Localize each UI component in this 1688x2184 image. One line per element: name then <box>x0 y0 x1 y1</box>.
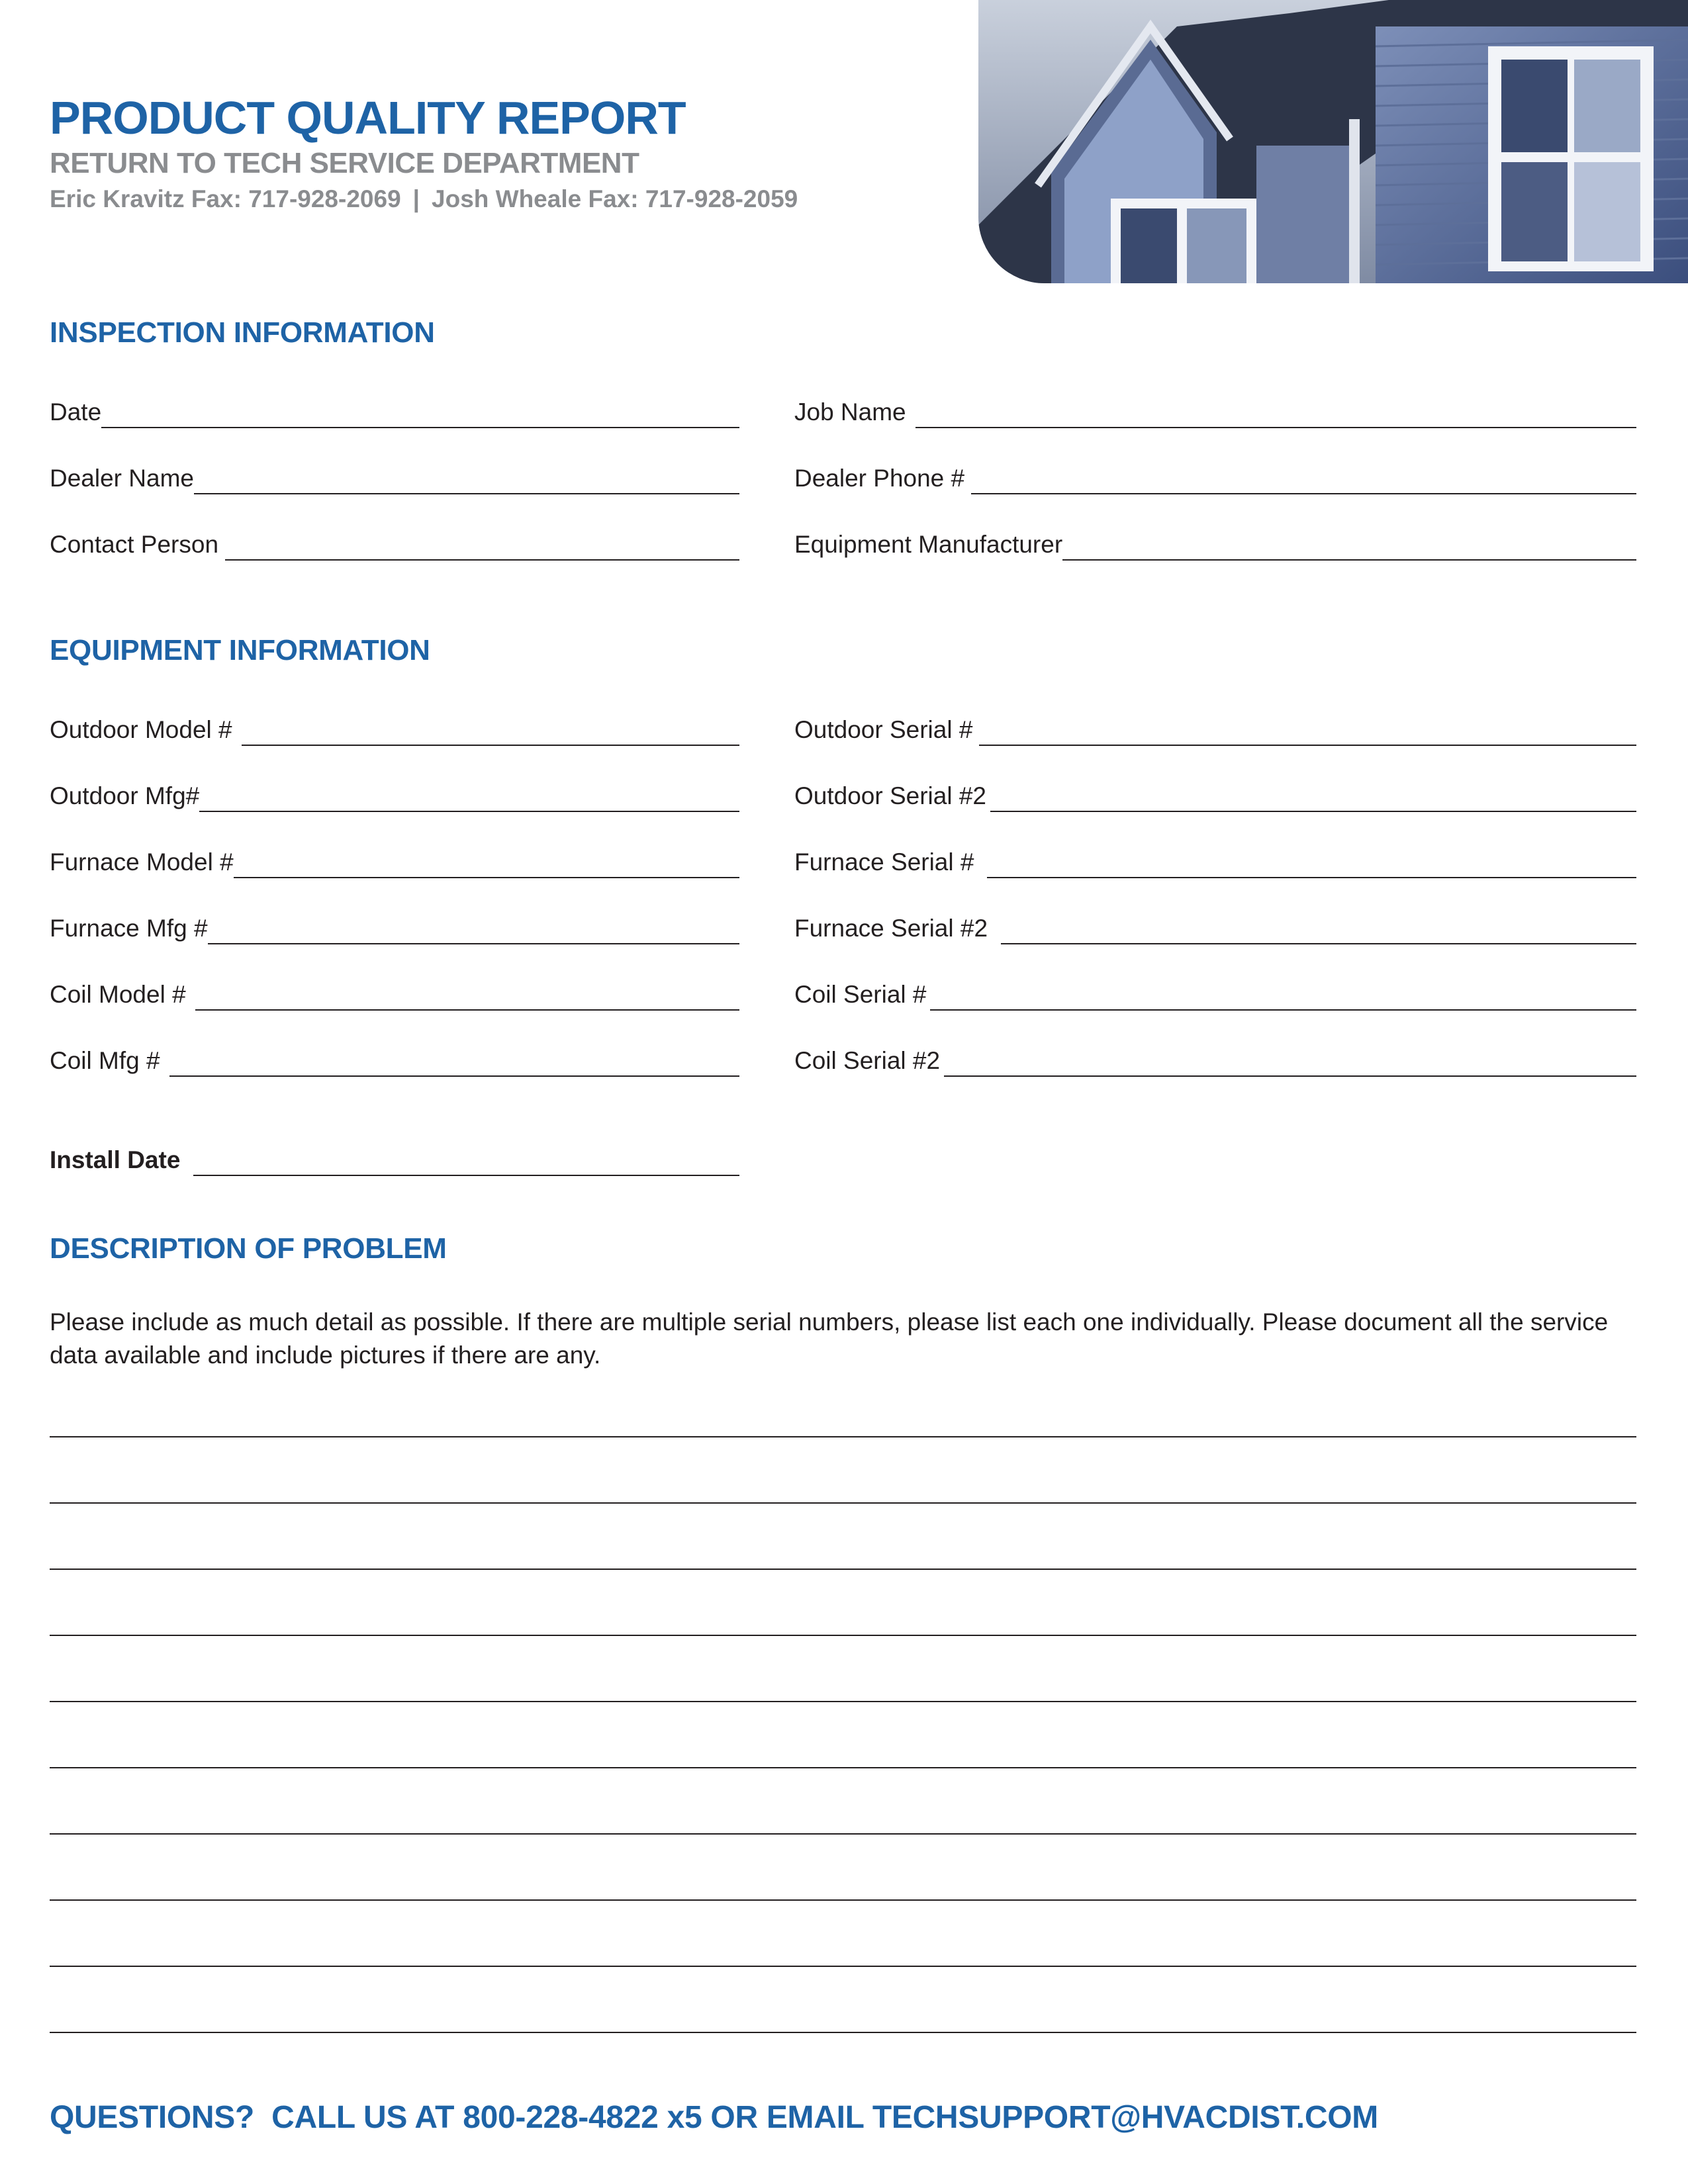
furnace-serial-field[interactable] <box>794 840 1636 878</box>
coil-model-label: Coil Model # <box>50 981 186 1008</box>
install-date-field[interactable] <box>50 1138 739 1176</box>
dealer-name-field[interactable] <box>50 456 739 494</box>
furnace-serial-2-label: Furnace Serial #2 <box>794 915 988 942</box>
job-name-input-line[interactable] <box>915 426 1636 428</box>
outdoor-serial-2-field[interactable] <box>794 774 1636 812</box>
page-title: PRODUCT QUALITY REPORT <box>50 92 686 144</box>
outdoor-serial-input-line[interactable] <box>979 744 1636 746</box>
outdoor-model-label: Outdoor Model # <box>50 716 232 743</box>
problem-write-line[interactable] <box>50 1569 1636 1570</box>
outdoor-model-input-line[interactable] <box>242 744 739 746</box>
outdoor-mfg-label: Outdoor Mfg# <box>50 782 200 809</box>
furnace-serial-label: Furnace Serial # <box>794 848 974 876</box>
furnace-serial-2-input-line[interactable] <box>1001 942 1636 944</box>
furnace-model-label: Furnace Model # <box>50 848 234 876</box>
outdoor-model-field[interactable] <box>50 707 739 746</box>
contact-person-input-line[interactable] <box>225 559 739 561</box>
outdoor-mfg-input-line[interactable] <box>199 810 739 812</box>
dealer-phone-input-line[interactable] <box>971 492 1636 494</box>
section-title-inspection: INSPECTION INFORMATION <box>50 316 435 349</box>
coil-serial-2-label: Coil Serial #2 <box>794 1047 941 1074</box>
furnace-mfg-input-line[interactable] <box>208 942 739 944</box>
outdoor-serial-field[interactable] <box>794 707 1636 746</box>
furnace-model-input-line[interactable] <box>234 876 739 878</box>
house-photo <box>978 0 1688 283</box>
contact-separator: | <box>412 185 420 212</box>
problem-write-line[interactable] <box>50 1767 1636 1768</box>
section-title-problem: DESCRIPTION OF PROBLEM <box>50 1232 447 1265</box>
problem-write-line[interactable] <box>50 2032 1636 2033</box>
coil-model-input-line[interactable] <box>195 1009 739 1011</box>
furnace-mfg-field[interactable] <box>50 906 739 944</box>
problem-write-line[interactable] <box>50 1966 1636 1967</box>
date-field[interactable] <box>50 390 739 428</box>
outdoor-serial-2-input-line[interactable] <box>990 810 1636 812</box>
coil-serial-field[interactable] <box>794 972 1636 1011</box>
dealer-name-input-line[interactable] <box>194 492 739 494</box>
problem-write-line[interactable] <box>50 1635 1636 1636</box>
coil-serial-2-input-line[interactable] <box>944 1075 1636 1077</box>
page-subtitle: RETURN TO TECH SERVICE DEPARTMENT <box>50 147 639 179</box>
problem-instructions: Please include as much detail as possible. If there are multiple serial numbers, please list each one individually. Please document all the service data available and include pictures if there are any. <box>50 1308 1609 1369</box>
outdoor-serial-label: Outdoor Serial # <box>794 716 973 743</box>
fax-contact-josh: Josh Wheale Fax: 717-928-2059 <box>432 185 798 212</box>
problem-write-line[interactable] <box>50 1701 1636 1702</box>
furnace-serial-2-field[interactable] <box>794 906 1636 944</box>
coil-mfg-input-line[interactable] <box>169 1075 739 1077</box>
furnace-mfg-label: Furnace Mfg # <box>50 915 208 942</box>
install-date-input-line[interactable] <box>193 1174 739 1176</box>
coil-model-field[interactable] <box>50 972 739 1011</box>
problem-write-line[interactable] <box>50 1502 1636 1504</box>
furnace-serial-input-line[interactable] <box>987 876 1636 878</box>
contact-person-field[interactable] <box>50 522 739 561</box>
coil-mfg-label: Coil Mfg # <box>50 1047 160 1074</box>
coil-serial-label: Coil Serial # <box>794 981 927 1008</box>
equipment-manufacturer-label: Equipment Manufacturer <box>794 531 1063 558</box>
job-name-field[interactable] <box>794 390 1636 428</box>
dealer-name-label: Dealer Name <box>50 465 194 492</box>
support-contact-footer: QUESTIONS? CALL US AT 800-228-4822 x5 OR EMAIL TECHSUPPORT@HVACDIST.COM <box>50 2100 1378 2135</box>
date-input-line[interactable] <box>101 426 739 428</box>
dealer-phone-field[interactable] <box>794 456 1636 494</box>
fax-contacts <box>50 185 798 213</box>
equipment-manufacturer-input-line[interactable] <box>1062 559 1636 561</box>
install-date-label: Install Date <box>50 1146 181 1173</box>
contact-person-label: Contact Person <box>50 531 219 558</box>
equipment-manufacturer-field[interactable] <box>794 522 1636 561</box>
coil-serial-input-line[interactable] <box>930 1009 1636 1011</box>
problem-write-line[interactable] <box>50 1899 1636 1901</box>
problem-write-line[interactable] <box>50 1436 1636 1437</box>
coil-serial-2-field[interactable] <box>794 1038 1636 1077</box>
outdoor-mfg-field[interactable] <box>50 774 739 812</box>
problem-write-line[interactable] <box>50 1833 1636 1835</box>
date-label: Date <box>50 398 102 426</box>
fax-contact-eric: Eric Kravitz Fax: 717-928-2069 <box>50 185 401 212</box>
section-title-equipment: EQUIPMENT INFORMATION <box>50 634 430 666</box>
job-name-label: Job Name <box>794 398 906 426</box>
coil-mfg-field[interactable] <box>50 1038 739 1077</box>
outdoor-serial-2-label: Outdoor Serial #2 <box>794 782 987 809</box>
dealer-phone-label: Dealer Phone # <box>794 465 965 492</box>
furnace-model-field[interactable] <box>50 840 739 878</box>
